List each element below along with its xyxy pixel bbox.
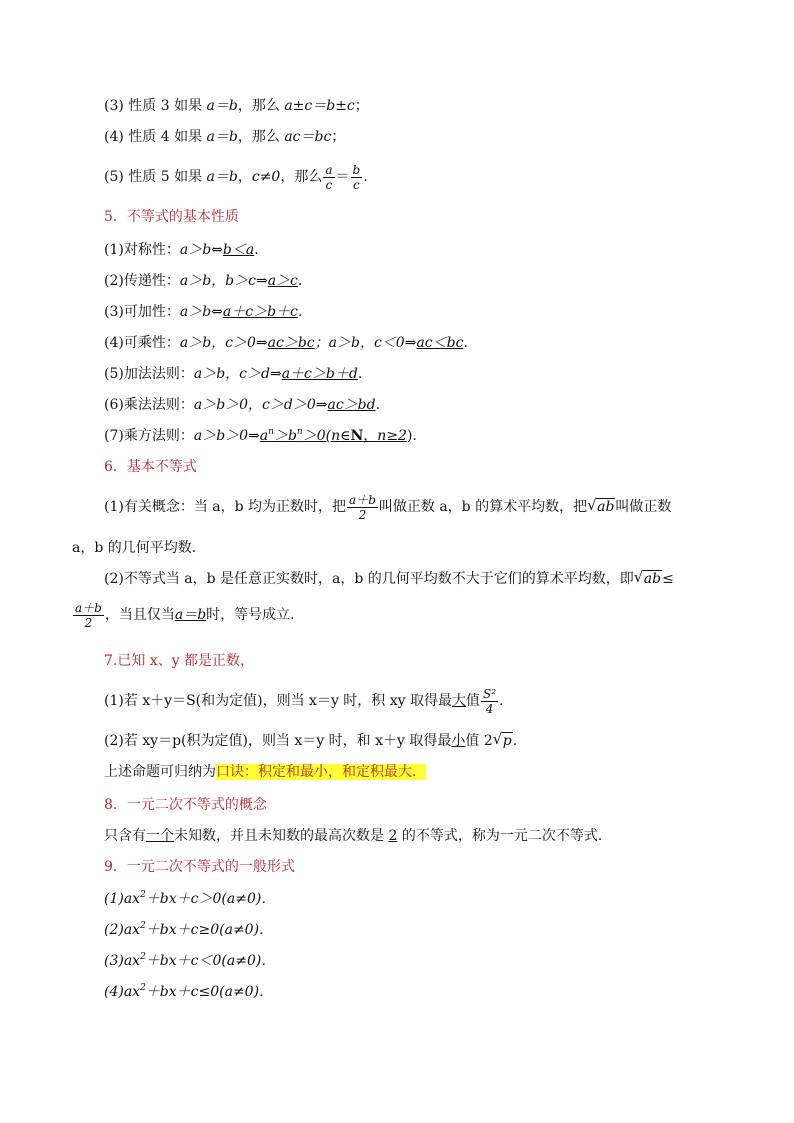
paragraph-text: 时，等号成立． — [206, 607, 305, 623]
property-4-condition: a＝b — [206, 129, 238, 145]
item-end: ). — [406, 428, 417, 444]
form-left: (1)ax — [104, 891, 141, 907]
paragraph-end: . — [512, 733, 518, 749]
natural-numbers-symbol: N — [350, 428, 364, 444]
paragraph-text: 叫做正数 — [615, 499, 672, 515]
s9-item-1 — [104, 889, 275, 909]
sqrt-radicand: p — [502, 733, 512, 749]
s6-paragraph-2 — [104, 569, 674, 589]
paragraph-text: (2)不等式当 a，b 是任意正实数时，a，b 的几何平均数不大于它们的算术平均数，即 — [104, 571, 634, 587]
greater-sign: ＞ — [273, 428, 288, 444]
fraction-numerator: S² — [483, 686, 497, 701]
s7-paragraph-2 — [104, 731, 517, 751]
form-right: ＋bx＋c＞0(a≠0)． — [145, 891, 276, 907]
paragraph-text: 只含有 — [104, 828, 146, 844]
item-condition-2: ；a＞b，c＜0⇒ — [314, 335, 417, 351]
fraction-numerator: a＋b — [349, 492, 376, 507]
element-of-sign: ∈ — [340, 428, 351, 444]
section-5-title: 5．不等式的基本性质 — [104, 209, 239, 225]
s9-item-3 — [104, 951, 275, 971]
property-5-fraction-a — [323, 163, 334, 192]
sqrt-radicand: ab — [643, 571, 662, 587]
s9-item-4 — [104, 982, 273, 1002]
sqrt-ab — [634, 569, 662, 589]
property-5-condition-2: c≠0 — [251, 169, 281, 185]
property-4 — [104, 127, 345, 147]
property-5-end: . — [363, 169, 368, 185]
paragraph-text: (1)若 x＋y＝S(和为定值)，则当 x＝y 时，积 xy 取得最 — [104, 693, 453, 709]
fraction-denominator: 2 — [358, 507, 367, 522]
max-value-fraction — [481, 687, 498, 716]
form-left: (4)ax — [104, 984, 141, 1000]
item-end: . — [357, 366, 363, 382]
item-condition: a＞b，c＞0⇒ — [179, 335, 268, 351]
form-left: (2)ax — [104, 922, 141, 938]
item-answer: a＋c＞b＋d — [281, 366, 358, 382]
item-condition: a＞b⇔ — [179, 304, 223, 320]
paragraph-text: 值 2 — [465, 733, 493, 749]
item-label: (4)可乘性： — [104, 335, 180, 351]
s5-item-1 — [104, 240, 259, 260]
fraction-numerator: a＋b — [75, 600, 102, 615]
item-condition: a＞b＞0⇒ — [193, 428, 260, 444]
item-end: . — [297, 273, 303, 289]
item-condition: a＞b⇔ — [179, 242, 223, 258]
item-answer: ac＞bc — [267, 335, 315, 351]
property-3-mid: ，那么 — [237, 98, 285, 114]
sqrt-ab — [587, 490, 615, 524]
property-3-result: a±c＝b±c — [284, 98, 355, 114]
property-4-result: ac＝bc — [284, 129, 332, 145]
arithmetic-mean-fraction — [73, 601, 104, 630]
n-condition: n≥2 — [377, 428, 407, 444]
property-4-end: ； — [331, 129, 346, 145]
summary-highlight: 口诀：积定和最小，和定积最大． — [216, 764, 426, 780]
fraction-denominator: c — [325, 177, 333, 192]
variable-n: n — [331, 428, 341, 444]
s6-paragraph-1 — [104, 490, 671, 524]
power-exponent: n — [296, 427, 303, 437]
comma: ， — [363, 428, 378, 444]
s5-item-6 — [104, 395, 380, 415]
exponent: 2 — [140, 952, 146, 962]
power-base-a: a — [259, 428, 269, 444]
item-answer-2: ac＜bc — [416, 335, 464, 351]
answer-tail: ＞0( — [302, 428, 332, 444]
paragraph-text: 叫做正数 a，b 的算术平均数，把 — [378, 499, 588, 515]
item-condition: a＞b＞0，c＞d＞0⇒ — [193, 397, 328, 413]
s7-paragraph-1 — [104, 684, 504, 718]
form-right: ＋bx＋c＜0(a≠0)． — [145, 953, 276, 969]
s7-summary — [104, 762, 426, 782]
s5-item-4 — [104, 333, 468, 353]
sqrt-p — [493, 731, 513, 751]
s6-paragraph-1-cont: a，b 的几何平均数． — [72, 540, 206, 556]
item-condition: a＞b，c＞d⇒ — [193, 366, 282, 382]
s5-item-5 — [104, 364, 362, 384]
property-5 — [104, 160, 368, 194]
property-5-sep: ， — [237, 169, 252, 185]
power-base-b: b — [287, 428, 297, 444]
item-label: (5)加法法则： — [104, 366, 194, 382]
section-8-title: 8．一元二次不等式的概念 — [104, 797, 267, 813]
property-5-equals: ＝ — [335, 169, 350, 185]
fraction-numerator: a — [325, 162, 333, 177]
form-left: (3)ax — [104, 953, 141, 969]
paragraph-text: (2)若 xy＝p(积为定值)，则当 x＝y 时，和 x＋y 取得最 — [104, 733, 452, 749]
property-5-fraction-b — [351, 163, 363, 192]
section-6-title: 6．基本不等式 — [104, 459, 197, 475]
fraction-denominator: c — [352, 177, 360, 192]
less-equal-sign: ≤ — [662, 571, 674, 587]
fraction-denominator: 2 — [84, 615, 93, 630]
fraction-denominator: 4 — [485, 701, 494, 716]
paragraph-end: . — [499, 693, 504, 709]
s5-item-2 — [104, 271, 302, 291]
exponent: 2 — [140, 921, 146, 931]
item-end: . — [297, 304, 303, 320]
paragraph-text: 值 — [466, 693, 481, 709]
property-3-condition: a＝b — [206, 98, 238, 114]
form-right: ＋bx＋c≥0(a≠0)． — [145, 922, 274, 938]
item-end: . — [463, 335, 468, 351]
s5-item-7 — [104, 426, 417, 446]
item-answer: ac＞bd — [327, 397, 376, 413]
s6-paragraph-2-cont — [72, 598, 304, 632]
property-3-end: ； — [354, 98, 369, 114]
summary-text: 上述命题可归纳为 — [104, 764, 216, 780]
item-label: (3)可加性： — [104, 304, 180, 320]
equality-condition: a＝b — [174, 607, 207, 623]
fraction-numerator: b — [352, 162, 361, 177]
answer-degree: 2 — [388, 828, 398, 844]
item-answer: a＞c — [267, 273, 298, 289]
item-label: (6)乘法法则： — [104, 397, 194, 413]
property-4-mid: ，那么 — [237, 129, 285, 145]
form-right: ＋bx＋c≤0(a≠0)． — [145, 984, 274, 1000]
item-label: (2)传递性： — [104, 273, 180, 289]
item-answer: b＜a — [222, 242, 255, 258]
property-5-condition: a＝b — [206, 169, 238, 185]
exponent: 2 — [140, 983, 146, 993]
property-3-lead: (3) 性质 3 如果 — [104, 98, 207, 114]
property-5-mid: ，那么 — [280, 169, 323, 185]
item-answer — [260, 428, 407, 444]
paragraph-text: 未知数，并且未知数的最高次数是 — [174, 828, 389, 844]
item-condition: a＞b，b＞c⇒ — [179, 273, 268, 289]
sqrt-radicand: ab — [597, 499, 615, 515]
s5-item-3 — [104, 302, 302, 322]
item-answer: a＋c＞b＋c — [222, 304, 298, 320]
answer-unknown-count: 一个 — [146, 828, 174, 844]
answer-min: 小 — [451, 733, 466, 749]
s8-definition — [104, 826, 612, 846]
s9-item-2 — [104, 920, 273, 940]
paragraph-text: 的不等式，称为一元二次不等式． — [397, 828, 612, 844]
property-4-lead: (4) 性质 4 如果 — [104, 129, 207, 145]
item-label: (7)乘方法则： — [104, 428, 194, 444]
section-9-title: 9．一元二次不等式的一般形式 — [104, 859, 295, 875]
property-3 — [104, 96, 369, 116]
arithmetic-mean-fraction — [347, 493, 378, 522]
paragraph-text: ，当且仅当 — [104, 607, 175, 623]
answer-max: 大 — [452, 693, 467, 709]
section-7-title: 7.已知 x、y 都是正数， — [104, 653, 255, 669]
item-end: . — [254, 242, 259, 258]
exponent: 2 — [140, 890, 146, 900]
item-end: . — [375, 397, 381, 413]
power-exponent: n — [268, 427, 274, 437]
paragraph-text: (1)有关概念：当 a，b 均为正数时，把 — [104, 499, 347, 515]
property-5-lead: (5) 性质 5 如果 — [104, 169, 207, 185]
item-label: (1)对称性： — [104, 242, 180, 258]
